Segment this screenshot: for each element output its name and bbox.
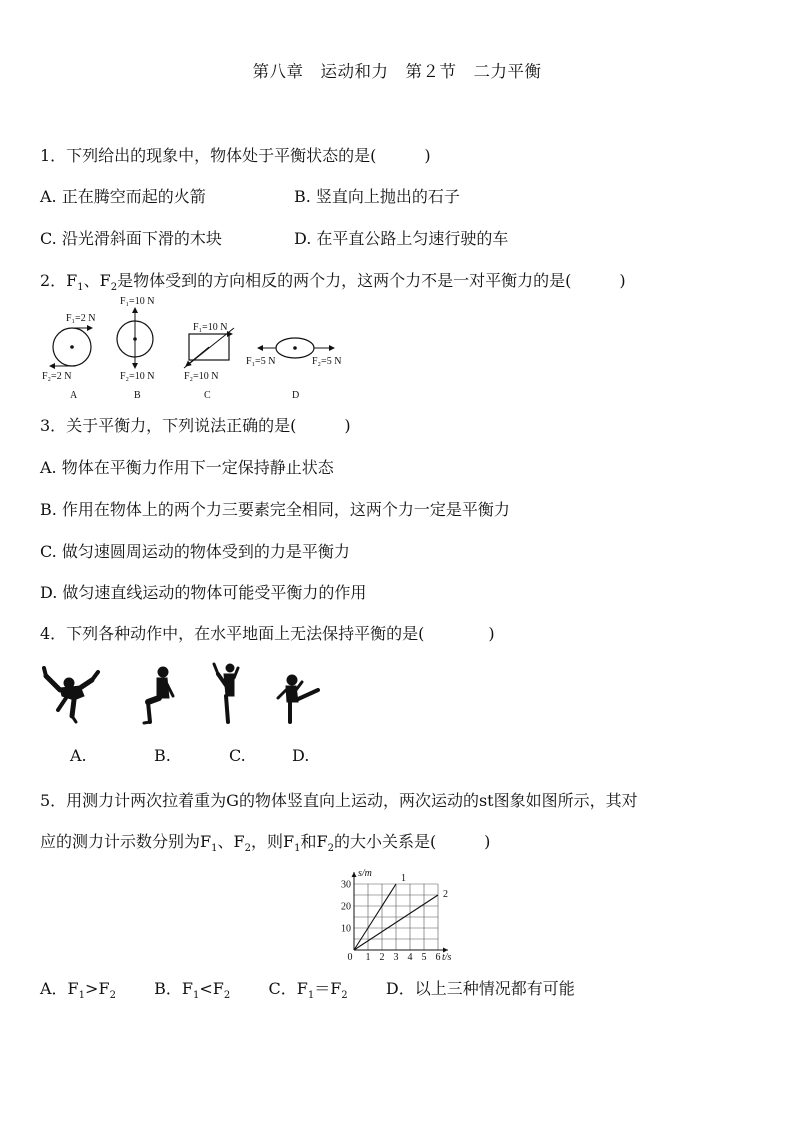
q1-option-c: C. 沿光滑斜面下滑的木块 — [40, 229, 222, 248]
q1-option-b: B. 竖直向上抛出的石子 — [294, 187, 460, 206]
q2-stem: 2．$F_1$、$F_2$是物体受到的方向相反的两个力，这两个力不是一对平衡力的是( ) — [40, 271, 626, 294]
label-a-top: F₁=2 N — [66, 313, 96, 324]
q5-option-b: B．$F_1<F_2$ — [154, 979, 231, 1002]
q1-option-d: D. 在平直公路上匀速行驶的车 — [294, 229, 509, 248]
q5-option-d: D．以上三种情况都有可能 — [385, 979, 575, 998]
st-graph — [336, 864, 460, 964]
x-tick-label: 1 — [365, 952, 371, 963]
y-tick-label: 30 — [341, 879, 351, 891]
diagram-a — [50, 328, 92, 366]
q5-line2: 应的测力计示数分别为$F_1$、$F_2$，则$F_1$和$F_2$的大小关系是( ) — [40, 832, 491, 855]
y-axis-label: s/m — [358, 868, 372, 879]
silhouette-a — [44, 668, 98, 722]
series-label-2: 2 — [443, 889, 448, 900]
x-tick-label: 4 — [407, 952, 413, 963]
diagram-b — [117, 308, 153, 368]
caption-c: C — [204, 390, 211, 401]
caption-b: B — [134, 390, 141, 401]
label-b-top: F₁=10 N — [120, 296, 155, 307]
q3-option-a: A. 物体在平衡力作用下一定保持静止状态 — [40, 458, 334, 477]
x-tick-label: 2 — [379, 952, 385, 963]
q4-silhouettes — [40, 660, 340, 728]
q4-caption-d: D. — [292, 746, 310, 765]
label-d-right: F₂=5 N — [312, 356, 342, 367]
q4-caption-c: C. — [229, 746, 246, 765]
x-tick-label: 3 — [393, 952, 399, 963]
q2-force-diagrams — [36, 292, 366, 404]
label-c-top: F₁=10 N — [193, 322, 228, 333]
diagram-c — [184, 328, 234, 368]
q5-options — [40, 976, 575, 1001]
x-tick-label: 6 — [435, 952, 441, 963]
silhouette-b — [144, 667, 173, 723]
q4-caption-b: B. — [154, 746, 171, 765]
q5-option-a: A．$F_1>F_2$ — [40, 979, 116, 1002]
label-d-left: F₁=5 N — [246, 356, 276, 367]
q3-option-c: C. 做匀速圆周运动的物体受到的力是平衡力 — [40, 542, 350, 561]
y-axis-arrow — [352, 872, 357, 877]
x-tick-label: 5 — [421, 952, 427, 963]
caption-a: A — [70, 390, 78, 401]
y-tick-label: 20 — [341, 901, 351, 913]
silhouette-c — [214, 664, 238, 722]
q5-option-c: C．$F_1=F_2$ — [268, 979, 348, 1002]
q3-option-b: B. 作用在物体上的两个力三要素完全相同，这两个力一定是平衡力 — [40, 500, 510, 519]
label-c-bottom: F₂=10 N — [184, 371, 219, 382]
silhouette-d — [278, 675, 318, 722]
q3-option-d: D. 做匀速直线运动的物体可能受平衡力的作用 — [40, 583, 367, 602]
q4-stem: 4．下列各种动作中，在水平地面上无法保持平衡的是( ) — [40, 624, 495, 643]
y-tick-label: 10 — [341, 923, 351, 935]
q5-line1: 5．用测力计两次拉着重为G的物体竖直向上运动，两次运动的st图象如图所示，其对 — [40, 791, 638, 810]
origin-label: 0 — [347, 952, 353, 963]
q1-stem: 1．下列给出的现象中，物体处于平衡状态的是( ) — [40, 146, 431, 165]
series-label-1: 1 — [401, 873, 406, 884]
diagram-d — [258, 338, 334, 358]
q1-option-a: A. 正在腾空而起的火箭 — [40, 187, 206, 206]
q3-stem: 3．关于平衡力，下列说法正确的是( ) — [40, 416, 351, 435]
caption-d: D — [292, 390, 300, 401]
label-b-bottom: F₂=10 N — [120, 371, 155, 382]
q4-caption-a: A. — [70, 746, 87, 765]
label-a-bottom: F₂=2 N — [42, 371, 72, 382]
x-axis-label: t/s — [442, 952, 452, 963]
page-title: 第八章 运动和力 第２节 二力平衡 — [252, 62, 542, 81]
